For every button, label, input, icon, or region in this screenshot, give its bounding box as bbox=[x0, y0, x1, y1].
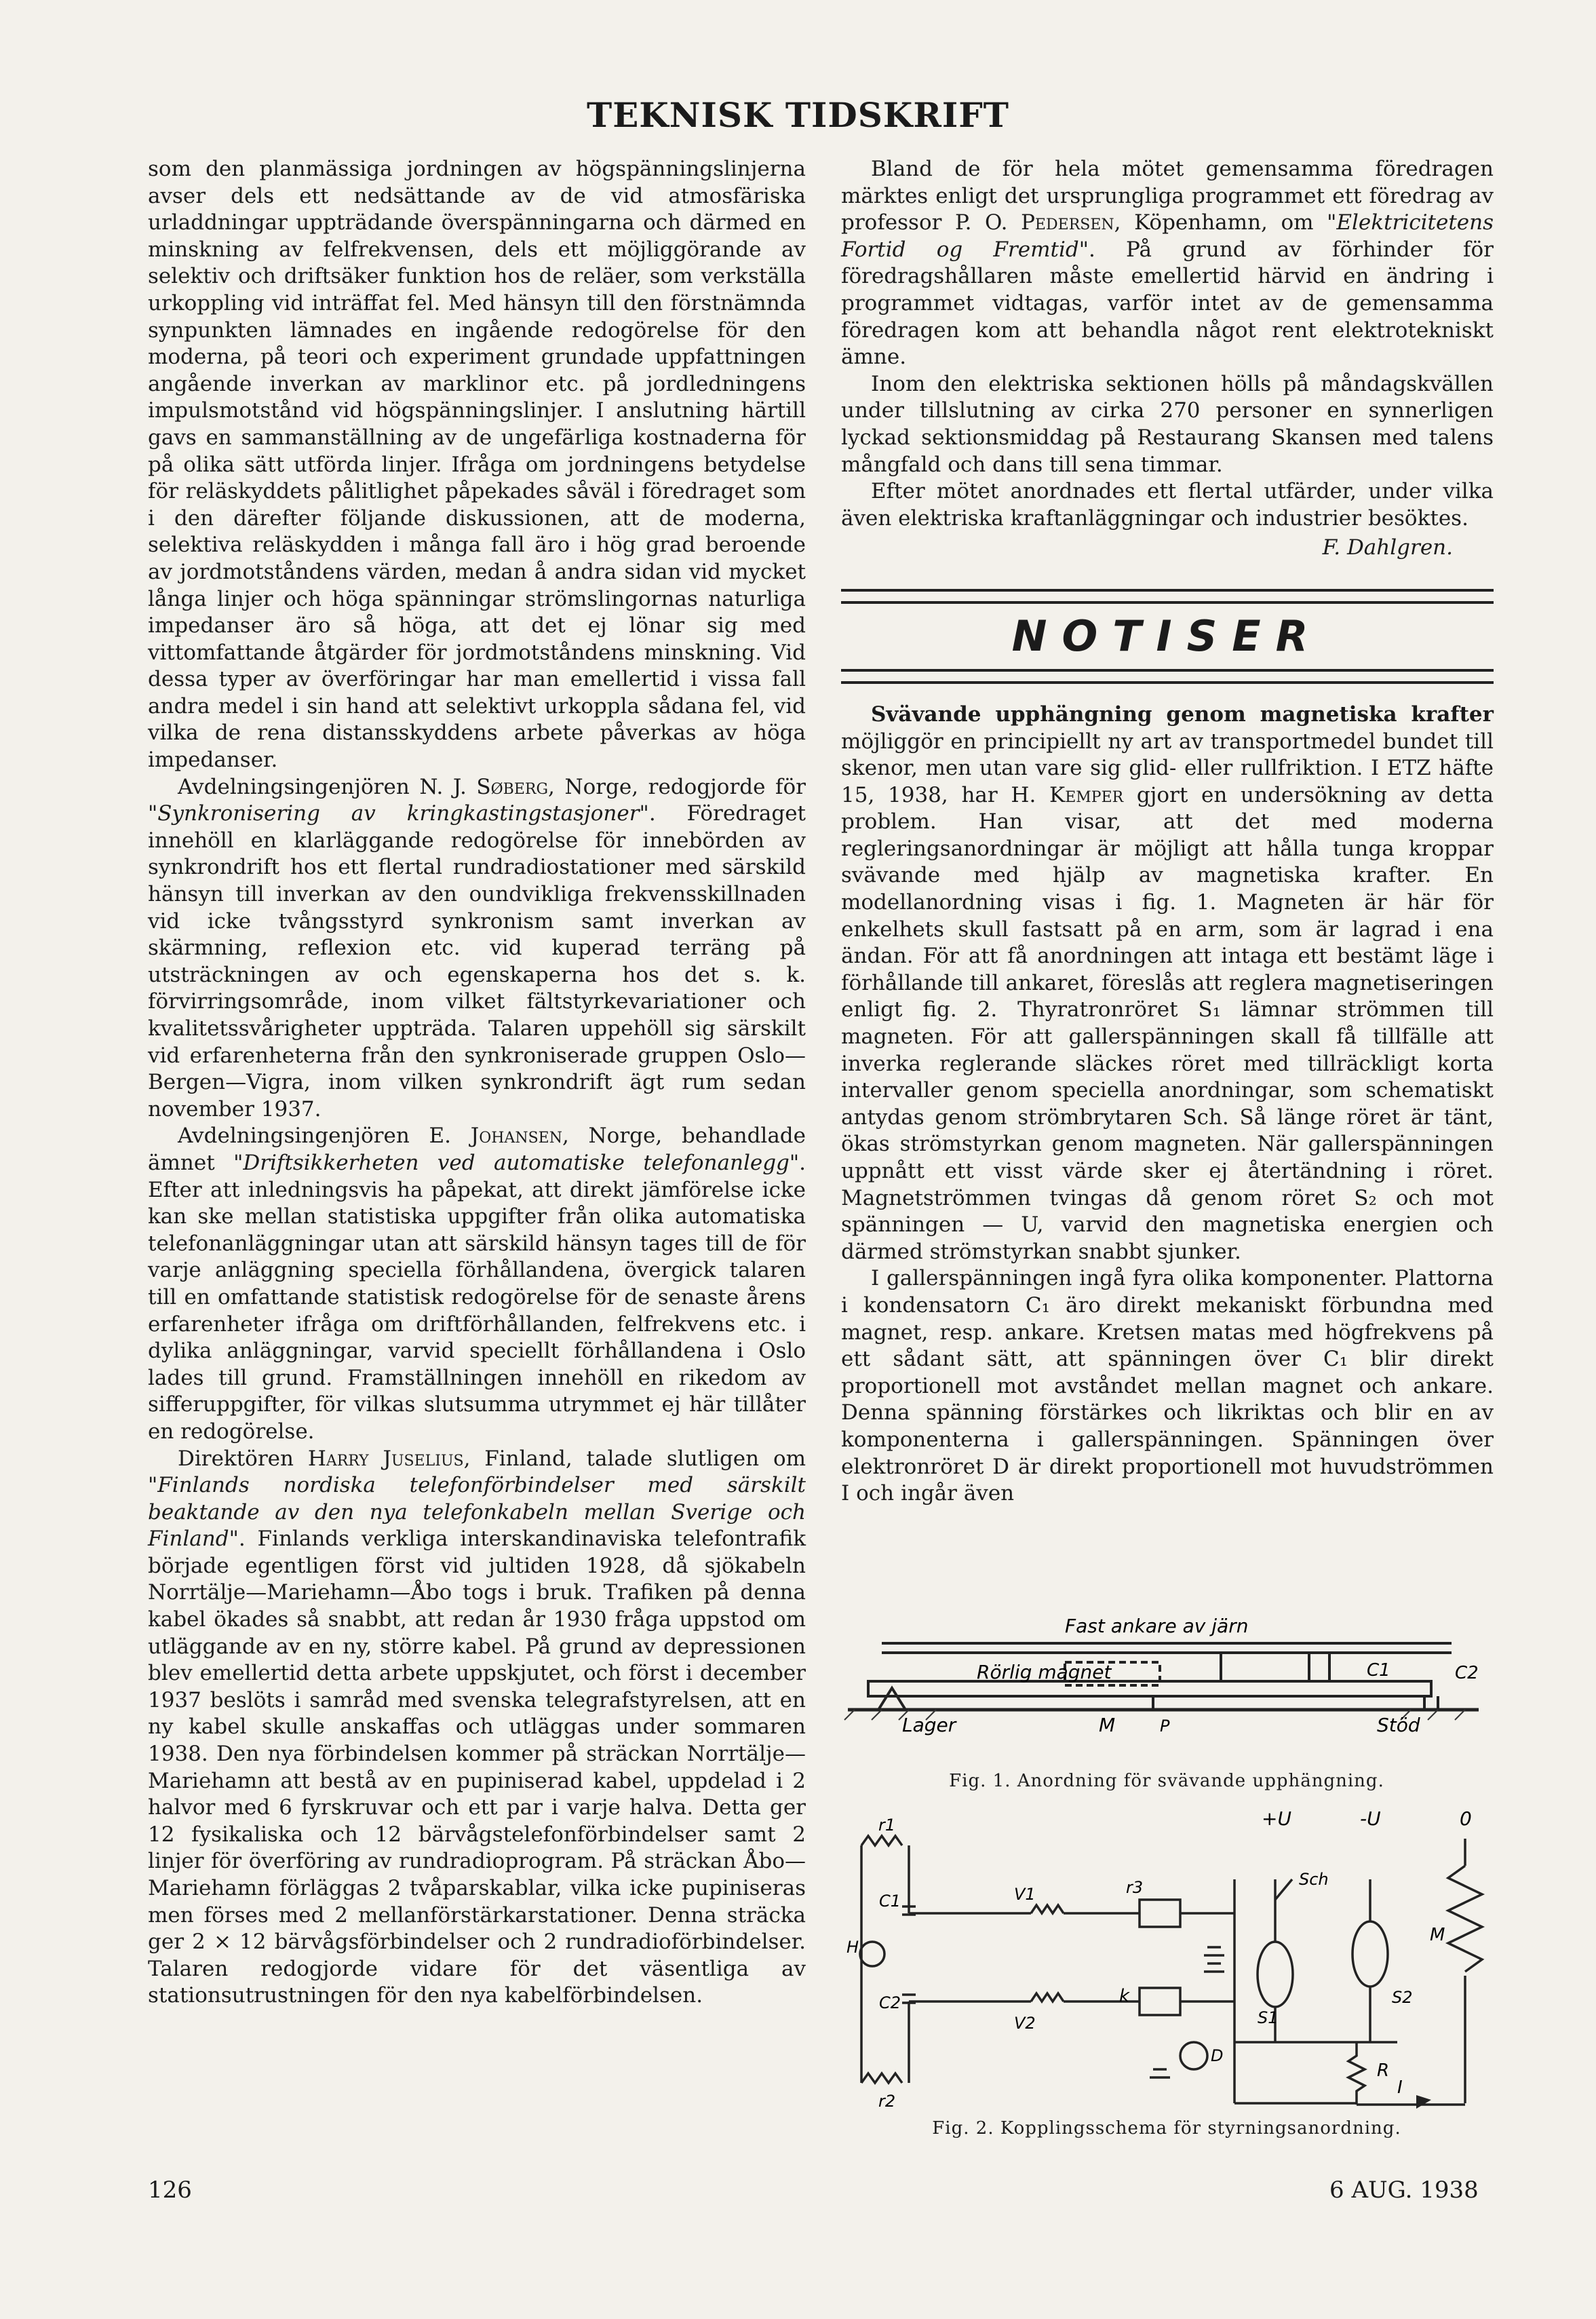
speaker-name: Pedersen bbox=[1021, 210, 1114, 235]
fig2-label-r3: r3 bbox=[1126, 1878, 1144, 1897]
author-name: Kemper bbox=[1049, 782, 1124, 807]
fig2-label-s1: S1 bbox=[1258, 2008, 1279, 2027]
fig2-label-zero: 0 bbox=[1460, 1807, 1472, 1830]
text-run: , Köpenhamn, om bbox=[1114, 210, 1327, 235]
fig2-label-c2: C2 bbox=[879, 1993, 901, 2012]
author-signature: F. Dahlgren. bbox=[1322, 535, 1453, 560]
paragraph: I gallerspänningen ingå fyra olika komponenter. Plattorna i kondensatorn C₁ äro direkt mekaniskt förbundna med magnet, resp. ankare. Kretsen matas med högfrekvens på ett sådant sätt, att spänningen över C₁ blir direkt proportionell mot avståndet mellan magnet och ankare. Denna spänning förstärkes och likriktas och blir en av komponenterna i gallerspänningen. Spänningen över elektronröret D är direkt proportionell mot huvudströmmen I och ingår även bbox=[841, 1266, 1494, 1506]
figure-1-diagram bbox=[841, 1608, 1492, 1764]
fig1-label-p: P bbox=[1160, 1717, 1170, 1736]
notice-headline: Svävande upphängning genom magnetiska krafter bbox=[871, 702, 1494, 727]
fig2-label-m: M bbox=[1430, 1925, 1445, 1945]
paragraph bbox=[148, 774, 806, 1124]
fig2-label-s2: S2 bbox=[1392, 1988, 1413, 2007]
fig2-label-r: R bbox=[1377, 2061, 1390, 2081]
fig2-label-sch: Sch bbox=[1299, 1870, 1329, 1889]
fig1-label-stod: Stöd bbox=[1377, 1714, 1420, 1736]
figure-2-caption: Fig. 2. Kopplingsschema för styrningsanordning. bbox=[932, 2118, 1401, 2139]
fig2-label-r2: r2 bbox=[878, 2092, 896, 2111]
text-run: Direktören bbox=[178, 1446, 308, 1471]
double-rule-top bbox=[841, 589, 1494, 604]
section-title: NOTISER bbox=[1011, 611, 1323, 661]
fig2-label-plus-u: +U bbox=[1262, 1807, 1291, 1830]
text-run: Avdelningsingenjören N. J. bbox=[178, 774, 477, 799]
issue-date: 6 AUG. 1938 bbox=[1329, 2177, 1479, 2204]
fig1-label-c2: C2 bbox=[1455, 1663, 1479, 1683]
journal-header: TEKNISK TIDSKRIFT bbox=[586, 95, 1009, 135]
fig2-label-v2: V2 bbox=[1014, 2014, 1036, 2033]
talk-title: "Elektricitetens Fortid og Fremtid" bbox=[841, 210, 1494, 262]
fig2-label-k: k bbox=[1119, 1986, 1130, 2006]
fig2-label-minus-u: -U bbox=[1360, 1807, 1381, 1830]
talk-title: "Finlands nordiska telefonförbindelser med särskilt beaktande av den nya telefonkabeln mellan Sverige och Finland" bbox=[148, 1473, 806, 1552]
text-run: . Efter att inledningsvis ha påpekat, att direkt jämförelse icke kan ske mellan statistiska uppgifter från olika automatiska telefonanläggningar utan att särskild hänsyn tages till de för varje anläggning speciella förhållandena, övergick talaren till en omfattande statistisk redogörelse för de senaste årens erfarenheter ifråga om driftförhållanden, felfrekvens etc. i dylika anläggningar, varvid speciellt förhållandena i Oslo lades till grund. Framställningen innehöll en rikedom av sifferuppgifter, för vilkas slutsumma utrymmet ej här tillåter en redogörelse. bbox=[148, 1150, 806, 1444]
text-run: , Norge, redogjorde för bbox=[548, 774, 806, 799]
speaker-name: Johansen bbox=[470, 1124, 562, 1149]
fig1-label-c1: C1 bbox=[1367, 1660, 1390, 1681]
text-run: , Norge, behandlade ämnet bbox=[148, 1124, 806, 1175]
talk-title: "Driftsikkerheten ved automatiske telefonanlegg" bbox=[233, 1150, 800, 1175]
text-run: möjliggör en principiellt ny art av transportmedel bundet till skenor, men utan vare sig glid- eller rullfriktion. I ETZ häfte 15, 1938, har H. bbox=[841, 729, 1494, 807]
figure-1-caption: Fig. 1. Anordning för svävande upphängning. bbox=[949, 1771, 1384, 1791]
fig2-label-c1: C1 bbox=[879, 1892, 901, 1911]
fig2-label-h: H bbox=[846, 1938, 859, 1957]
paragraph bbox=[841, 702, 1494, 1265]
fig2-label-v1: V1 bbox=[1014, 1885, 1036, 1904]
text-run: gjort en undersökning av detta problem. Han visar, att det med moderna regleringsanordningar är möjligt att hålla tunga kroppar svävande med hjälp av magnetiska krafter. En modellanordning visas i fig. 1. Magneten är här för enkelhets skull fastsatt på en arm, som är lagrad i ena ändan. För att få anordningen att intaga ett bestämt läge i förhållande till ankaret, föreslås att reglera magnetiseringen enligt fig. 2. Thyratronröret S₁ lämnar strömmen till magneten. För att gallerspänningen skall få tillfälle att inverka reglerande släckes röret med tillräckligt korta intervaller genom speciella anordningar, som schematiskt antydas genom strömbrytaren Sch. Så länge röret är tänt, ökas strömstyrkan genom magneten. När gallerspänningen uppnått ett visst värde sker ej återtändning i röret. Magnetströmmen tvingas då genom röret S₂ och mot spänningen — U, varvid den magnetiska energien och därmed strömstyrkan snabbt sjunker. bbox=[841, 782, 1494, 1264]
speaker-name: Harry Juselius bbox=[307, 1446, 464, 1471]
section-divider bbox=[841, 589, 1494, 684]
talk-title: "Synkronisering av kringkastingstasjoner" bbox=[148, 801, 649, 826]
double-rule-bottom bbox=[841, 669, 1494, 684]
fig2-label-d: D bbox=[1211, 2046, 1224, 2065]
fig2-label-r1: r1 bbox=[878, 1816, 896, 1835]
paragraph: Efter mötet anordnades ett flertal utfärder, under vilka även elektriska kraftanläggningar och industrier besöktes. bbox=[841, 479, 1494, 531]
fig1-label-lager: Lager bbox=[902, 1714, 956, 1736]
left-column bbox=[148, 156, 806, 2010]
fig1-label-magnet: Rörlig magnet bbox=[977, 1661, 1112, 1683]
text-run: . På grund av förhinder för föredragshållaren måste emellertid härvid en ändring i programmet vidtagas, varför intet av de gemensamma föredragen kom att behandla något rent elektrotekniskt ämne. bbox=[841, 237, 1494, 370]
figure-2-diagram bbox=[841, 1805, 1492, 2117]
paragraph: som den planmässiga jordningen av högspänningslinjerna avser dels ett nedsättande av de vid atmosfäriska urladdningar uppträdande överspänningarna och därmed en minskning av felfrekvensen, dels ett möjliggörande av selektiv och driftsäker funktion hos de reläer, som verkställa urkoppling vid inträffat fel. Med hänsyn till den förstnämnda synpunkten lämnades en ingående redogörelse för den moderna, på teori och experiment grundade uppfattningen angående inverkan av marklinor etc. på jordledningens impulsmotstånd vid högspänningslinjer. I anslutning härtill gavs en sammanställning av de ungefärliga kostnaderna för på olika sätt utförda linjer. Ifråga om jordningens betydelse för reläskyddets pålitlighet påpekades såväl i föredraget som i den därefter följande diskussionen, att de moderna, selektiva reläskydden i många fall äro i hög grad beroende av jordmotståndens värden, medan å andra sidan vid mycket långa linjer och höga spänningar strömslingornas naturliga impedanser äro så höga, att det ej lönar sig med vittomfattande åtgärder för jordmotståndens minskning. Vid dessa typer av överföringar har man emellertid i vissa fall andra medel i sin hand att selektivt urkoppla sådana fel, vid vilka de rena distansskyddens arbete påverkas av höga impedanser. bbox=[148, 157, 806, 773]
text-run: . Finlands verkliga interskandinaviska telefontrafik började egentligen först vid jultiden 1928, då sjökabeln Norrtälje—Mariehamn—Åbo togs i bruk. Trafiken på denna kabel ökades så snabbt, att redan år 1930 fråga uppstod om utläggande av en ny, större kabel. På grund av depressionen blev emellertid detta arbete uppskjutet, och först i december 1937 beslöts i samråd med svenska telegrafstyrelsen, att en ny kabel skulle anskaffas och utläggas under sommaren 1938. Den nya förbindelsen kommer på sträckan Norrtälje—Mariehamn att bestå av en pupiniserad kabel, uppdelad i 2 halvor med 6 fyrskruvar och ett par i varje halva. Detta ger 12 fysikaliska och 12 bärvågstelefonförbindelser samt 2 linjer för överföring av rundradioprogram. På sträckan Åbo—Mariehamn förläggas 2 tvåparskablar, vilka icke pupiniseras men förses med 2 mellanförstärkarstationer. Denna sträcka ger 2 × 12 bärvågsförbindelser och 2 rundradioförbindelser. Talaren redogjorde vidare för det väsentliga av stationsutrustningen för den nya kabelförbindelsen. bbox=[148, 1527, 806, 2008]
text-run: . Föredraget innehöll en klarläggande redogörelse för innebörden av synkrondrift hos ett flertal rundradiostationer med särskild hänsyn till inverkan av den oundvikliga frekvensskillnaden vid icke tvångsstyrd synkronism samt inverkan av skärmning, reflexion etc. vid kuperad terräng på utsträckningen av och egenskaperna hos det s. k. förvirringsområde, inom vilket fältstyrkevariationer och kvalitetssvårigheter uppträda. Talaren uppehöll sig särskilt vid erfarenheterna från den synkroniserade gruppen Oslo—Bergen—Vigra, inom vilken synkrondrift ägt rum sedan november 1937. bbox=[148, 801, 806, 1122]
text-run: Bland de för hela mötet gemensamma föredragen märktes enligt det ursprungliga programmet ett föredrag av professor P. O. bbox=[841, 157, 1494, 235]
paragraph: Inom den elektriska sektionen hölls på måndagskvällen under tillslutning av cirka 270 personer en synnerligen lyckad sektionsmiddag på Restaurang Skansen med talens mångfald och dans till sena timmar. bbox=[841, 371, 1494, 477]
fig1-label-m: M bbox=[1099, 1714, 1116, 1736]
text-run: Avdelningsingenjören E. bbox=[178, 1124, 471, 1149]
paragraph bbox=[148, 1123, 806, 1445]
text-run: , Finland, talade slutligen om bbox=[463, 1446, 806, 1471]
paragraph bbox=[148, 1446, 806, 2010]
speaker-name: Søberg bbox=[476, 774, 549, 799]
fig1-label-anchor: Fast ankare av järn bbox=[1065, 1615, 1249, 1637]
paragraph bbox=[841, 156, 1494, 371]
page-number: 126 bbox=[148, 2177, 192, 2204]
fig2-label-i: I bbox=[1397, 2077, 1403, 2098]
right-column bbox=[841, 156, 1494, 1508]
